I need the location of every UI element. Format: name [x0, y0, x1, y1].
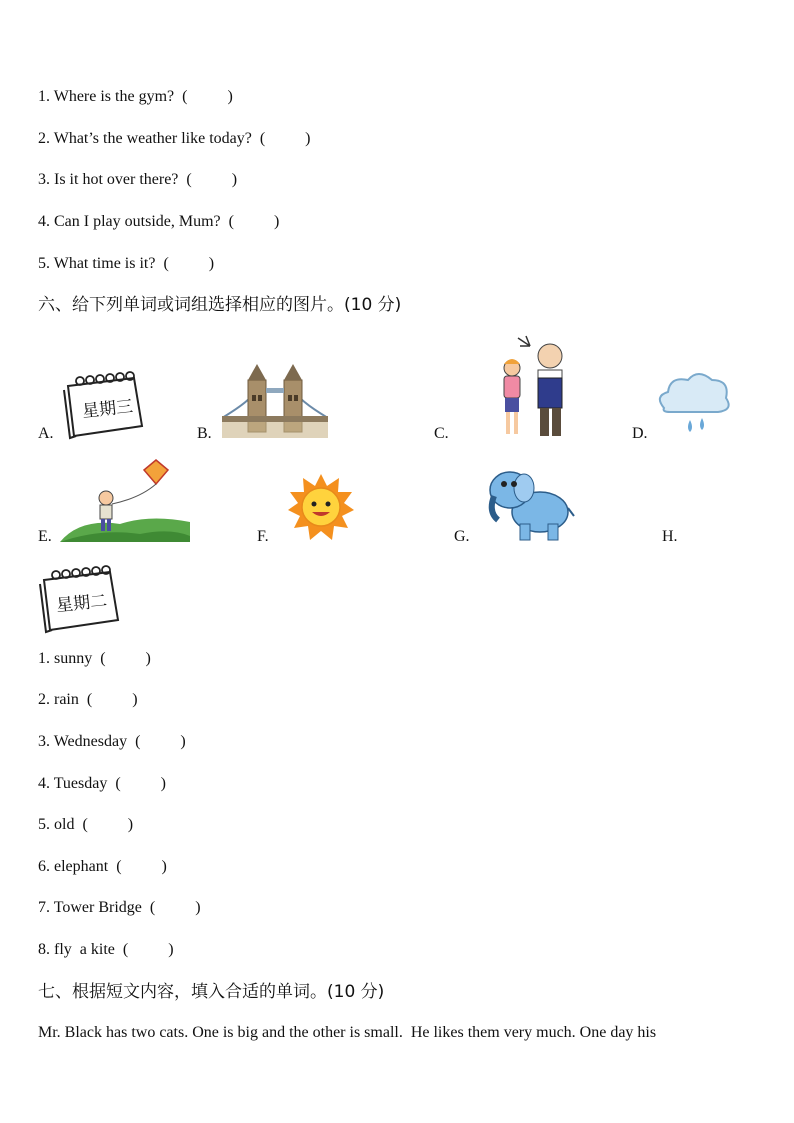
question-line: 3. Is it hot over there? ( ) [38, 171, 238, 188]
sun-icon [286, 472, 356, 542]
section-seven-heading: 七、根据短文内容，填入合适的单词。(10 分) [38, 982, 385, 1002]
boy-and-old-man-icon [496, 332, 576, 440]
question-line: 1. Where is the gym? ( ) [38, 88, 233, 105]
matching-item: 3. Wednesday ( ) [38, 733, 186, 750]
option-letter-b: B. [197, 425, 212, 442]
matching-item: 6. elephant ( ) [38, 858, 167, 875]
section-six-heading: 六、给下列单词或词组选择相应的图片。(10 分) [38, 295, 402, 315]
matching-item: 5. old ( ) [38, 816, 134, 833]
question-line: 4. Can I play outside, Mum? ( ) [38, 213, 280, 230]
matching-item: 4. Tuesday ( ) [38, 775, 167, 792]
calendar-text: 星期三 [81, 396, 135, 423]
rain-cloud-icon [654, 368, 732, 440]
question-line: 2. What’s the weather like today? ( ) [38, 130, 311, 147]
option-letter-d: D. [632, 425, 648, 442]
calendar-text: 星期二 [55, 591, 109, 617]
boy-flying-kite-icon [60, 458, 190, 542]
option-letter-g: G. [454, 528, 470, 545]
matching-item: 2. rain ( ) [38, 691, 138, 708]
question-line: 5. What time is it? ( ) [38, 255, 215, 272]
passage-text: Mr. Black has two cats. One is big and the other is small. He likes them very much. One day his [38, 1024, 657, 1041]
option-letter-e: E. [38, 528, 52, 545]
matching-item: 7. Tower Bridge ( ) [38, 899, 201, 916]
calendar-tuesday-icon [38, 562, 122, 634]
option-letter-c: C. [434, 425, 449, 442]
tower-bridge-icon [222, 360, 328, 438]
calendar-wednesday-icon [62, 368, 146, 440]
matching-item: 1. sunny ( ) [38, 650, 151, 667]
option-letter-f: F. [257, 528, 269, 545]
matching-item: 8. fly a kite ( ) [38, 941, 174, 958]
option-letter-a: A. [38, 425, 54, 442]
option-letter-h: H. [662, 528, 678, 545]
elephant-icon [484, 460, 576, 544]
